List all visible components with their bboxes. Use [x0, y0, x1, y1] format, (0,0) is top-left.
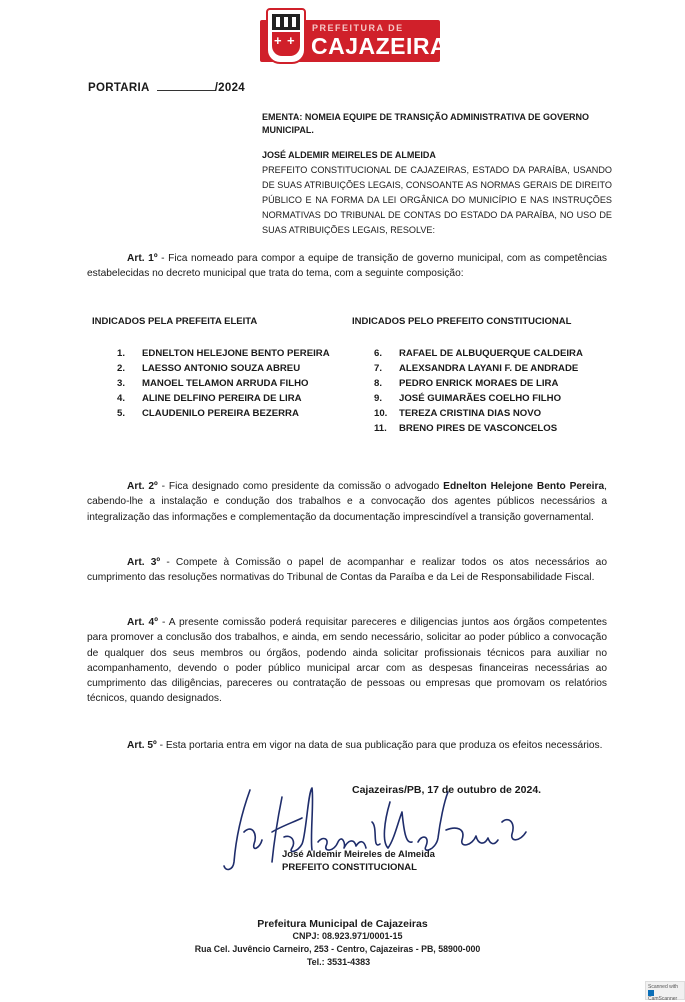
footer-address: Rua Cel. Juvêncio Carneiro, 253 - Centro, Cajazeiras - PB, 58900-000	[194, 944, 481, 954]
article-1-label: Art. 1º	[127, 253, 158, 264]
president-name: Ednelton Helejone Bento Pereira	[443, 481, 605, 492]
mayor-name: JOSÉ ALDEMIR MEIRELES DE ALMEIDA	[262, 150, 436, 160]
member-name: BRENO PIRES DE VASCONCELOS	[399, 423, 558, 434]
list-item	[374, 346, 583, 361]
signer-title: PREFEITO CONSTITUCIONAL	[282, 862, 417, 873]
member-number: 2.	[117, 363, 126, 374]
portaria-title	[88, 80, 245, 94]
member-number: 11.	[374, 423, 387, 434]
mayor-preamble: PREFEITO CONSTITUCIONAL DE CAJAZEIRAS, ESTADO DA PARAÍBA, USANDO DE SUAS ATRIBUIÇÕES LEGAIS, CONSOANTE AS NORMAS GERAIS DE DIREITO PÚBLICO E NA FORMA DA LEI ORGÂNICA DO MUNICÍPIO E NAS INSTRUÇÕES NORMATIVAS DO TRIBUNAL DE CONTAS DO ESTADO DA PARAÍBA, NO USO DE SUAS ATRIBUIÇÕES LEGAIS, RESOLVE:	[262, 165, 612, 236]
list-item	[374, 376, 583, 391]
portaria-year: /2024	[214, 82, 245, 94]
article-4-text: - A presente comissão poderá requisitar pareceres e diligencias juntos aos órgãos competentes para promover a conclusão dos trabalhos, e ainda, em sendo necessário, solicitar ao poder público a convocação de qualquer dos seus membros ou órgãos, podendo ainda solicitar profissionais técnicos para auxiliar no acompanhamento, devendo o poder público municipal arcar com as despesas financeiras necessárias ao cumprimento das diligências, pareceres ou contratação de pessoas ou empresas que promovam os relatórios técnicos, quando designados.	[87, 617, 607, 705]
member-number: 9.	[374, 393, 383, 404]
list-item	[374, 361, 583, 376]
list-item	[117, 346, 330, 361]
list-item	[374, 406, 583, 421]
city-logo	[254, 6, 463, 68]
article-2	[87, 479, 607, 525]
member-name: ALINE DELFINO PEREIRA DE LIRA	[142, 393, 302, 404]
signature-text: José Aldemir M. de Almeida	[222, 782, 235, 783]
member-number: 5.	[117, 408, 126, 419]
scanner-top-text: Scanned with	[648, 984, 679, 990]
article-5	[87, 738, 607, 753]
member-number: 6.	[374, 348, 383, 359]
camscanner-icon	[648, 990, 654, 996]
article-3-text: - Compete à Comissão o papel de acompanhar e realizar todos os atos necessários ao cumprimento das resoluções normativas do Tribunal de Contas da Paraíba e da Lei de Responsabilidade Fiscal.	[87, 557, 608, 584]
footer-institution: Prefeitura Municipal de Cajazeiras	[257, 918, 428, 930]
article-4-label: Art. 4º	[127, 617, 158, 628]
logo-big-text: CAJAZEIRAS	[311, 33, 463, 59]
article-2-label: Art. 2º	[127, 481, 158, 492]
portaria-label: PORTARIA	[88, 82, 150, 94]
portaria-number-blank	[157, 80, 215, 91]
left-member-list	[117, 346, 330, 421]
member-name: JOSÉ GUIMARÃES COELHO FILHO	[399, 393, 562, 404]
article-2-text-after: , cabendo-lhe a instalação e condução dos trabalhos e a convocação dos agentes públicos necessários a integralização das informações e complementação da documentação imprescindível a transição governamental.	[87, 481, 607, 523]
article-2-text-before: - Fica designado como presidente da comissão o advogado	[157, 481, 444, 492]
member-number: 8.	[374, 378, 383, 389]
member-number: 7.	[374, 363, 383, 374]
right-column-header: INDICADOS PELO PREFEITO CONSTITUCIONAL	[352, 316, 572, 327]
member-name: PEDRO ENRICK MORAES DE LIRA	[399, 378, 559, 389]
member-number: 3.	[117, 378, 126, 389]
right-member-list	[374, 346, 583, 436]
list-item	[374, 421, 583, 436]
list-item	[117, 361, 330, 376]
camscanner-badge	[645, 981, 685, 1000]
member-name: CLAUDENILO PEREIRA BEZERRA	[142, 408, 299, 419]
article-4	[87, 615, 607, 707]
member-number: 1.	[117, 348, 126, 359]
document-date: Cajazeiras/PB, 17 de outubro de 2024.	[352, 784, 542, 796]
list-item	[117, 406, 330, 421]
member-name: TEREZA CRISTINA DIAS NOVO	[399, 408, 542, 419]
member-name: LAESSO ANTONIO SOUZA ABREU	[142, 363, 301, 374]
list-item	[117, 391, 330, 406]
member-name: EDNELTON HELEJONE BENTO PEREIRA	[142, 348, 330, 359]
member-number: 4.	[117, 393, 126, 404]
signer-name: José Aldemir Meireles de Almeida	[282, 849, 435, 860]
member-name: ALEXSANDRA LAYANI F. DE ANDRADE	[399, 363, 579, 374]
article-5-label: Art. 5º	[127, 740, 157, 751]
logo-small-text: PREFEITURA DE	[312, 23, 404, 33]
scanner-brand: CamScanner	[648, 996, 678, 1002]
list-item	[374, 391, 583, 406]
list-item	[117, 376, 330, 391]
article-3-label: Art. 3º	[127, 557, 161, 568]
coat-of-arms-icon	[266, 8, 306, 64]
left-column-header: INDICADOS PELA PREFEITA ELEITA	[92, 316, 258, 327]
article-5-text: - Esta portaria entra em vigor na data de sua publicação para que produza os efeitos necessários.	[156, 740, 603, 751]
ementa: EMENTA: NOMEIA EQUIPE DE TRANSIÇÃO ADMINISTRATIVA DE GOVERNO MUNICIPAL.	[262, 112, 590, 135]
article-1-text: - Fica nomeado para compor a equipe de transição de governo municipal, com as competências estabelecidas no decreto municipal que trata do tema, com a seguinte composição:	[87, 253, 607, 280]
member-name: RAFAEL DE ALBUQUERQUE CALDEIRA	[399, 348, 583, 359]
footer-cnpj: CNPJ: 08.923.971/0001-15	[292, 931, 403, 941]
member-number: 10.	[374, 408, 388, 419]
member-name: MANOEL TELAMON ARRUDA FILHO	[142, 378, 309, 389]
article-1	[87, 251, 607, 282]
footer-phone: Tel.: 3531-4383	[306, 957, 371, 967]
article-3	[87, 555, 607, 586]
